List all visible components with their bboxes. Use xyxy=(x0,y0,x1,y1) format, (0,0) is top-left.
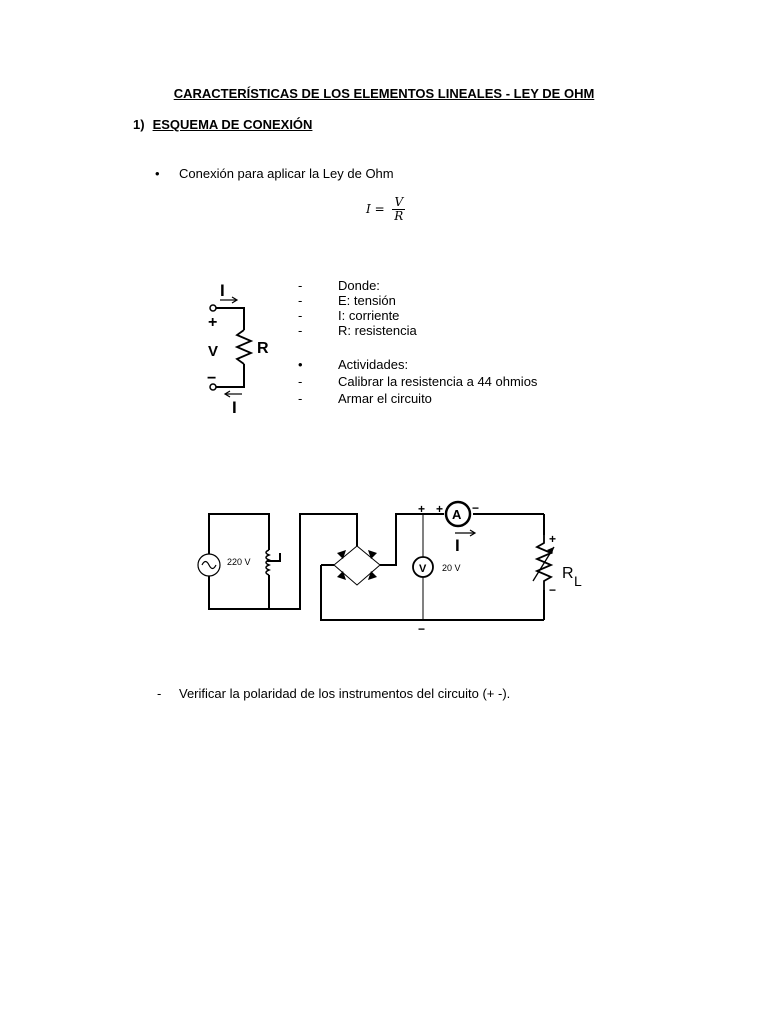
current-label: I xyxy=(455,536,460,555)
diode-icon xyxy=(368,571,377,580)
activity-text: Calibrar la resistencia a 44 ohmios xyxy=(338,374,538,389)
current-label-bottom: I xyxy=(232,398,237,417)
transformer-coil xyxy=(266,550,269,575)
section-number: 1) xyxy=(133,117,145,132)
list-text: R: resistencia xyxy=(338,323,417,338)
activity-marker: • xyxy=(298,357,303,372)
current-label-top: I xyxy=(220,281,225,300)
activity-text: Actividades: xyxy=(338,357,409,372)
minus-sign: − xyxy=(549,583,557,597)
resistor-symbol xyxy=(237,330,251,364)
diode-icon xyxy=(337,550,346,559)
list-text: I: corriente xyxy=(338,308,400,323)
formula-lhs: I xyxy=(366,202,371,216)
plus-sign: + xyxy=(208,314,218,331)
terminal-top xyxy=(210,305,216,311)
plus-sign: + xyxy=(436,502,444,516)
formula-numerator: V xyxy=(394,195,404,209)
resistor-label: R xyxy=(257,340,269,357)
diode-icon xyxy=(337,571,346,580)
minus-sign: − xyxy=(207,370,217,387)
section-title: ESQUEMA DE CONEXIÓN xyxy=(152,117,313,132)
diode-icon xyxy=(368,550,377,559)
wire-bottom xyxy=(216,364,244,387)
bridge-input-wire xyxy=(269,514,357,609)
load-subscript: L xyxy=(574,573,582,589)
formula-denominator: R xyxy=(394,209,404,223)
ohm-law-diagram xyxy=(200,278,280,418)
plus-sign: + xyxy=(418,502,426,516)
voltmeter-value: 20 V xyxy=(442,563,461,573)
minus-sign: − xyxy=(418,622,426,636)
voltage-label: V xyxy=(208,343,219,360)
circuit-diagram xyxy=(190,495,600,640)
formula-equals: = xyxy=(374,202,385,216)
list-marker: - xyxy=(298,308,303,323)
load-label: R xyxy=(562,565,574,582)
minus-sign: − xyxy=(472,501,480,515)
voltmeter-symbol: V xyxy=(419,563,427,575)
list-marker: - xyxy=(298,323,303,338)
activity-marker: - xyxy=(298,374,303,389)
plus-sign: + xyxy=(549,532,557,546)
footer-marker: - xyxy=(157,686,162,701)
activity-text: Armar el circuito xyxy=(338,391,432,406)
list-marker: - xyxy=(298,293,303,308)
page-title: CARACTERÍSTICAS DE LOS ELEMENTOS LINEALES - LEY DE OHM xyxy=(173,86,595,101)
list-text: Donde: xyxy=(338,278,380,293)
formula-fraction xyxy=(392,196,405,223)
ohm-formula xyxy=(366,196,405,223)
list-text: E: tensión xyxy=(338,293,396,308)
wire-top xyxy=(216,308,244,330)
bullet-text: Conexión para aplicar la Ley de Ohm xyxy=(179,166,394,181)
bullet-marker: • xyxy=(155,166,160,181)
ammeter-symbol: A xyxy=(452,507,462,522)
activity-marker: - xyxy=(298,391,303,406)
bridge-positive-wire xyxy=(380,514,444,565)
section-heading xyxy=(133,117,312,132)
footer-text: Verificar la polaridad de los instrumentos del circuito (+ -). xyxy=(179,686,511,701)
list-marker: - xyxy=(298,278,303,293)
source-voltage-label: 220 V xyxy=(227,557,251,567)
